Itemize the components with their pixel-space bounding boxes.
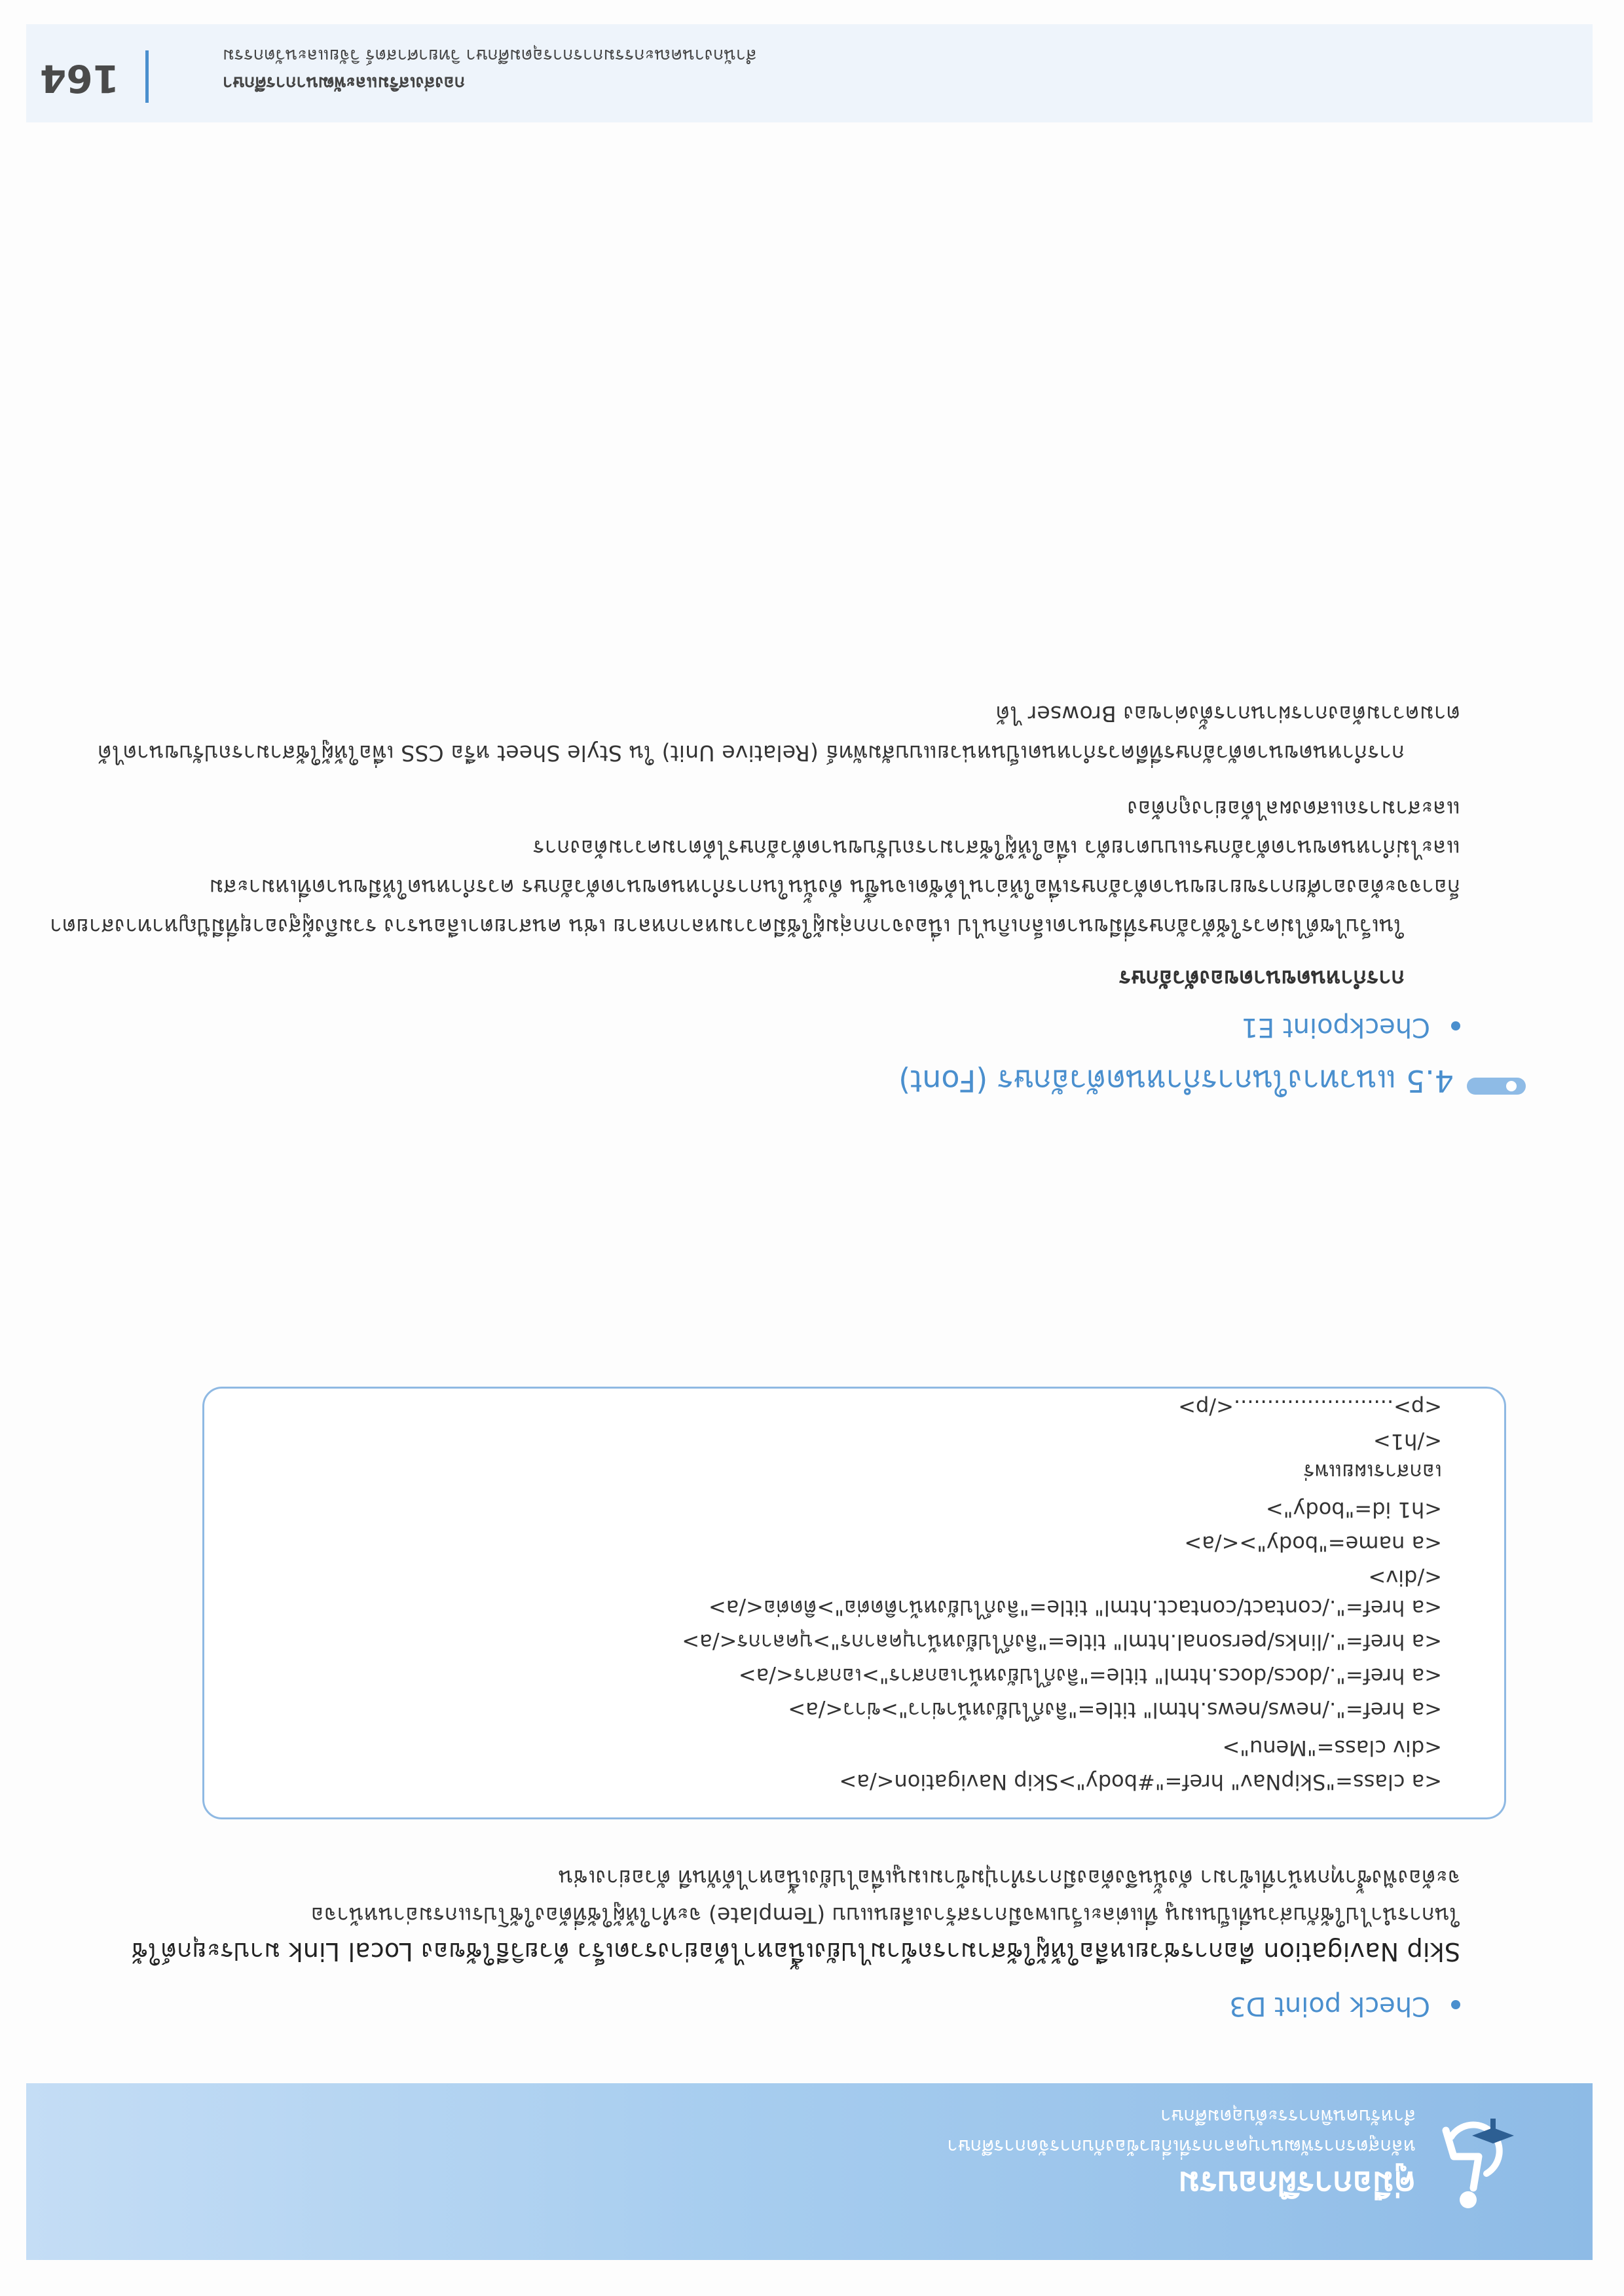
font-size-subheading: การกำหนดขนาดของตัวอักษร bbox=[1118, 965, 1405, 991]
footer-band bbox=[26, 24, 1593, 122]
font-paragraph-1-line: และไม่กำหนดขนาดตัวอักษรแบบตายตัว เพื่อให้ผู้ใช้สามารถปรับขนาดตัวอักษรได้ตามความต้องการ bbox=[532, 835, 1460, 861]
bullet-icon bbox=[1451, 1021, 1460, 1030]
font-paragraph-1-line: ก็อาจจะต้องอาศัยการขยายขนาดตัวอักษรเพื่อให้อ่านได้ชัดเจนขึ้น ดังนั้นในการกำหนดขนาดตัวอักษร ควรกำหนดให้มีขนาดที่เหมาะสม bbox=[209, 875, 1460, 900]
footer-org-line-2: สำนักงานคณะกรรมการการอุดมศึกษา วิทยาศาสตร์ วิจัยและนวัตกรรม bbox=[223, 45, 757, 65]
code-line: <a href="./links/personal.html" title="ลิงก์ไปยังหน้าบุคลากร">บุคลากร</a> bbox=[682, 1630, 1442, 1654]
handbook-subtitle-1: หลักสูตรการพัฒนาบุคลากรที่เกี่ยวข้องกับการจัดการศึกษา bbox=[947, 2136, 1416, 2158]
page-number: 164 bbox=[39, 56, 119, 101]
section-marker-icon bbox=[1467, 1078, 1526, 1095]
code-example-box bbox=[202, 1387, 1506, 1819]
checkpoint-d3-label: Check point D3 bbox=[1229, 1991, 1430, 2021]
code-line: <a href="./contact/contact.html" title="ลิงก์ไปยังหน้าติดต่อ">ติดต่อ</a> bbox=[708, 1595, 1442, 1620]
code-line: <a href="./docs/docs.html" title="ลิงก์ไปยังหน้าเอกสาร">เอกสาร</a> bbox=[738, 1664, 1442, 1688]
font-paragraph-1-line: และสามารถแสดงผลได้อย่างถูกต้อง bbox=[1127, 796, 1460, 822]
skip-navigation-line-3: จะต้องฟังซ้ำทุกหน้าที่เข้ามา ดังนั้นจึงต้องมีการทำปุ่มข้ามเมนูเพื่อไปยังเนื้อหาได้ทันที ตัวอย่างเช่น bbox=[558, 1865, 1460, 1891]
skip-navigation-term: Skip Navigation bbox=[1263, 1937, 1460, 1966]
font-paragraph-2-line: ตามความต้องการผ่านการตั้งค่าของ Browser ได้ bbox=[995, 701, 1460, 727]
code-line: <div class="Menu"> bbox=[1222, 1736, 1442, 1760]
skip-navigation-line-2: ในการนำไปใช้กับส่วนที่เป็นเมนู ที่แต่ละเว็บเพจมีการสร้างเลียนแบบ (Template) จะทำให้ผู้ใช้ที่ต้องใช้โปรแกรมอ่านหน้าจอ bbox=[310, 1903, 1460, 1928]
checkpoint-d3-heading bbox=[1229, 1991, 1460, 2021]
code-line: </h1> bbox=[1373, 1429, 1442, 1454]
skip-navigation-line-1 bbox=[132, 1932, 1461, 1972]
code-line: <p>........................</p> bbox=[1178, 1395, 1442, 1420]
code-line: <a class="SkipNav" href="#body">Skip Navigation</a> bbox=[839, 1770, 1442, 1795]
bullet-icon bbox=[1451, 2000, 1460, 2009]
handbook-title: คู่มือการฝึกอบรม bbox=[1178, 2164, 1416, 2202]
font-paragraph-1-line: ในเว็บไซต์ไม่ควรใช้ตัวอักษรที่มีขนาดเล็กเกินไป เนื่องจากกลุ่มผู้ใช้มีความหลากหลาย เช่น คนสายตาเลือนราง รวมถึงผู้สูงอายุที่มีปัญหาทางสายตา bbox=[49, 914, 1405, 939]
skip-navigation-text-1: คือการช่วยเหลือให้ผู้ใช้สามารถข้ามไปยังเนื้อหาได้อย่างรวดเร็ว ด้วยวิธีใช้ของ Local Link มาประยุกต์ใช้ bbox=[131, 1937, 1255, 1966]
footer-org-line-1: กองส่งเสริมและพัฒนาการศึกษา bbox=[223, 73, 466, 93]
font-paragraph-2-line: การกำหนดขนาดตัวอักษรที่ดีควรกำหนดเป็นหน่วยแบบสัมพัทธ์ (Relative Unit) ใน Style Sheet หรือ CSS เพื่อให้ผู้ใช้สามารถปรับขนาดได้ bbox=[97, 740, 1405, 766]
checkpoint-e1-label: Checkpoint E1 bbox=[1241, 1012, 1430, 1042]
wheelchair-graduation-icon bbox=[1434, 2116, 1519, 2214]
header-band bbox=[26, 2083, 1593, 2260]
section-4-5-title: 4.5 แนวทางในการกำหนดตัวอักษร (Font) bbox=[898, 1063, 1454, 1099]
code-line: เอกสารเผยแพร่ bbox=[1303, 1459, 1442, 1484]
code-line: <a href="./news/news.html" title="ลิงก์ไปยังหน้าข่าว">ข่าว</a> bbox=[788, 1698, 1442, 1722]
code-line: </div> bbox=[1368, 1565, 1442, 1590]
code-line: <h1 id="body"> bbox=[1265, 1497, 1442, 1522]
checkpoint-e1-heading bbox=[1242, 1012, 1461, 1042]
handbook-subtitle-2: สำหรับคนพิการระดับอุดมศึกษา bbox=[1160, 2105, 1416, 2128]
footer-divider bbox=[145, 50, 149, 103]
code-line: <a name="body"></a> bbox=[1184, 1531, 1442, 1556]
